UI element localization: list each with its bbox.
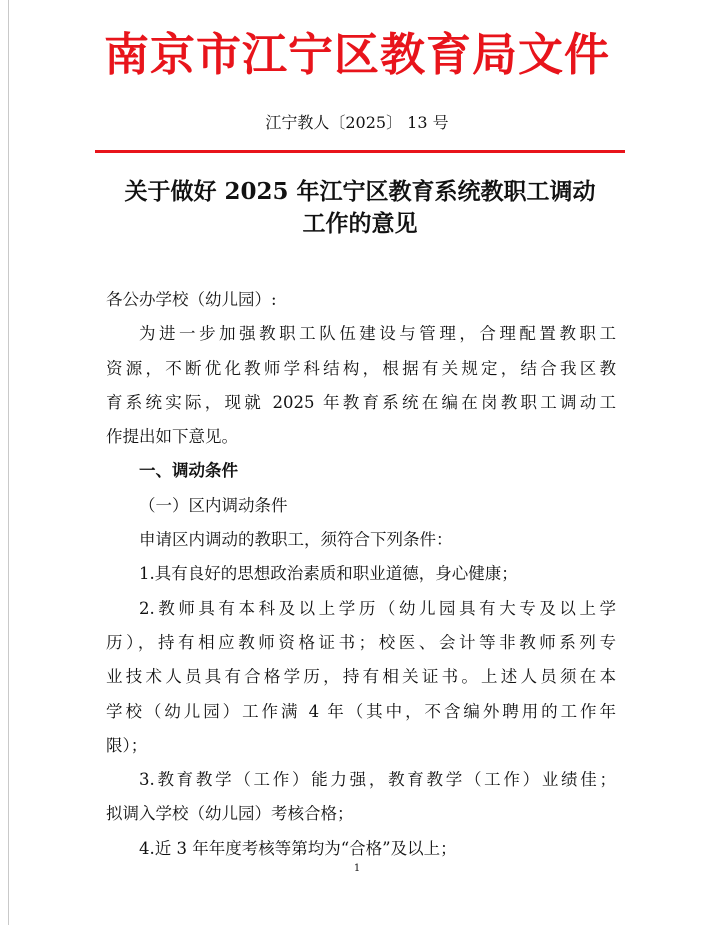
page-edge-line	[8, 0, 9, 925]
subsection-heading: （一）区内调动条件	[139, 495, 288, 515]
document-title-line: 工作的意见	[302, 210, 418, 237]
condition-item: 4.近 3 年年度考核等第均为“合格”及以上；	[139, 838, 457, 858]
red-separator-rule	[95, 150, 625, 153]
condition-item-line: 3.教育教学（工作）能力强，教育教学（工作）业绩佳；	[139, 770, 616, 790]
document-title-line: 关于做好 2025 年江宁区教育系统教职工调动	[124, 178, 596, 205]
addressee: 各公办学校（幼儿园）:	[106, 290, 277, 309]
condition-item-line: 拟调入学校（幼儿园）考核合格；	[106, 804, 354, 824]
document-body	[106, 283, 616, 866]
document-number: 江宁教人〔2025〕 13 号	[265, 113, 449, 132]
condition-item-line: 历），持有相应教师资格证书；校医、会计等非教师系列专	[106, 632, 616, 652]
section-heading: 一、调动条件	[139, 461, 238, 481]
condition-item-line: 限）；	[106, 735, 148, 755]
paragraph-line: 育系统实际，现就 2025 年教育系统在编在岗教职工调动工	[106, 392, 616, 412]
page-number: 1	[353, 863, 361, 874]
paragraph-line: 为进一步加强教职工队伍建设与管理，合理配置教职工	[139, 324, 616, 344]
document-title	[100, 176, 620, 240]
condition-item-line: 学校（幼儿园）工作满 4 年（其中，不含编外聘用的工作年	[106, 701, 616, 721]
paragraph-line: 作提出如下意见。	[106, 427, 238, 447]
issuing-authority-header: 南京市江宁区教育局文件	[103, 28, 610, 81]
condition-item-line: 业技术人员具有合格学历，持有相关证书。上述人员须在本	[106, 667, 616, 687]
condition-item-line: 2.教师具有本科及以上学历（幼儿园具有大专及以上学	[139, 598, 616, 618]
subsection-intro: 申请区内调动的教职工，须符合下列条件：	[139, 530, 453, 550]
condition-item: 1.具有良好的思想政治素质和职业道德，身心健康；	[139, 564, 518, 584]
paragraph-line: 资源，不断优化教师学科结构，根据有关规定，结合我区教	[106, 358, 616, 378]
